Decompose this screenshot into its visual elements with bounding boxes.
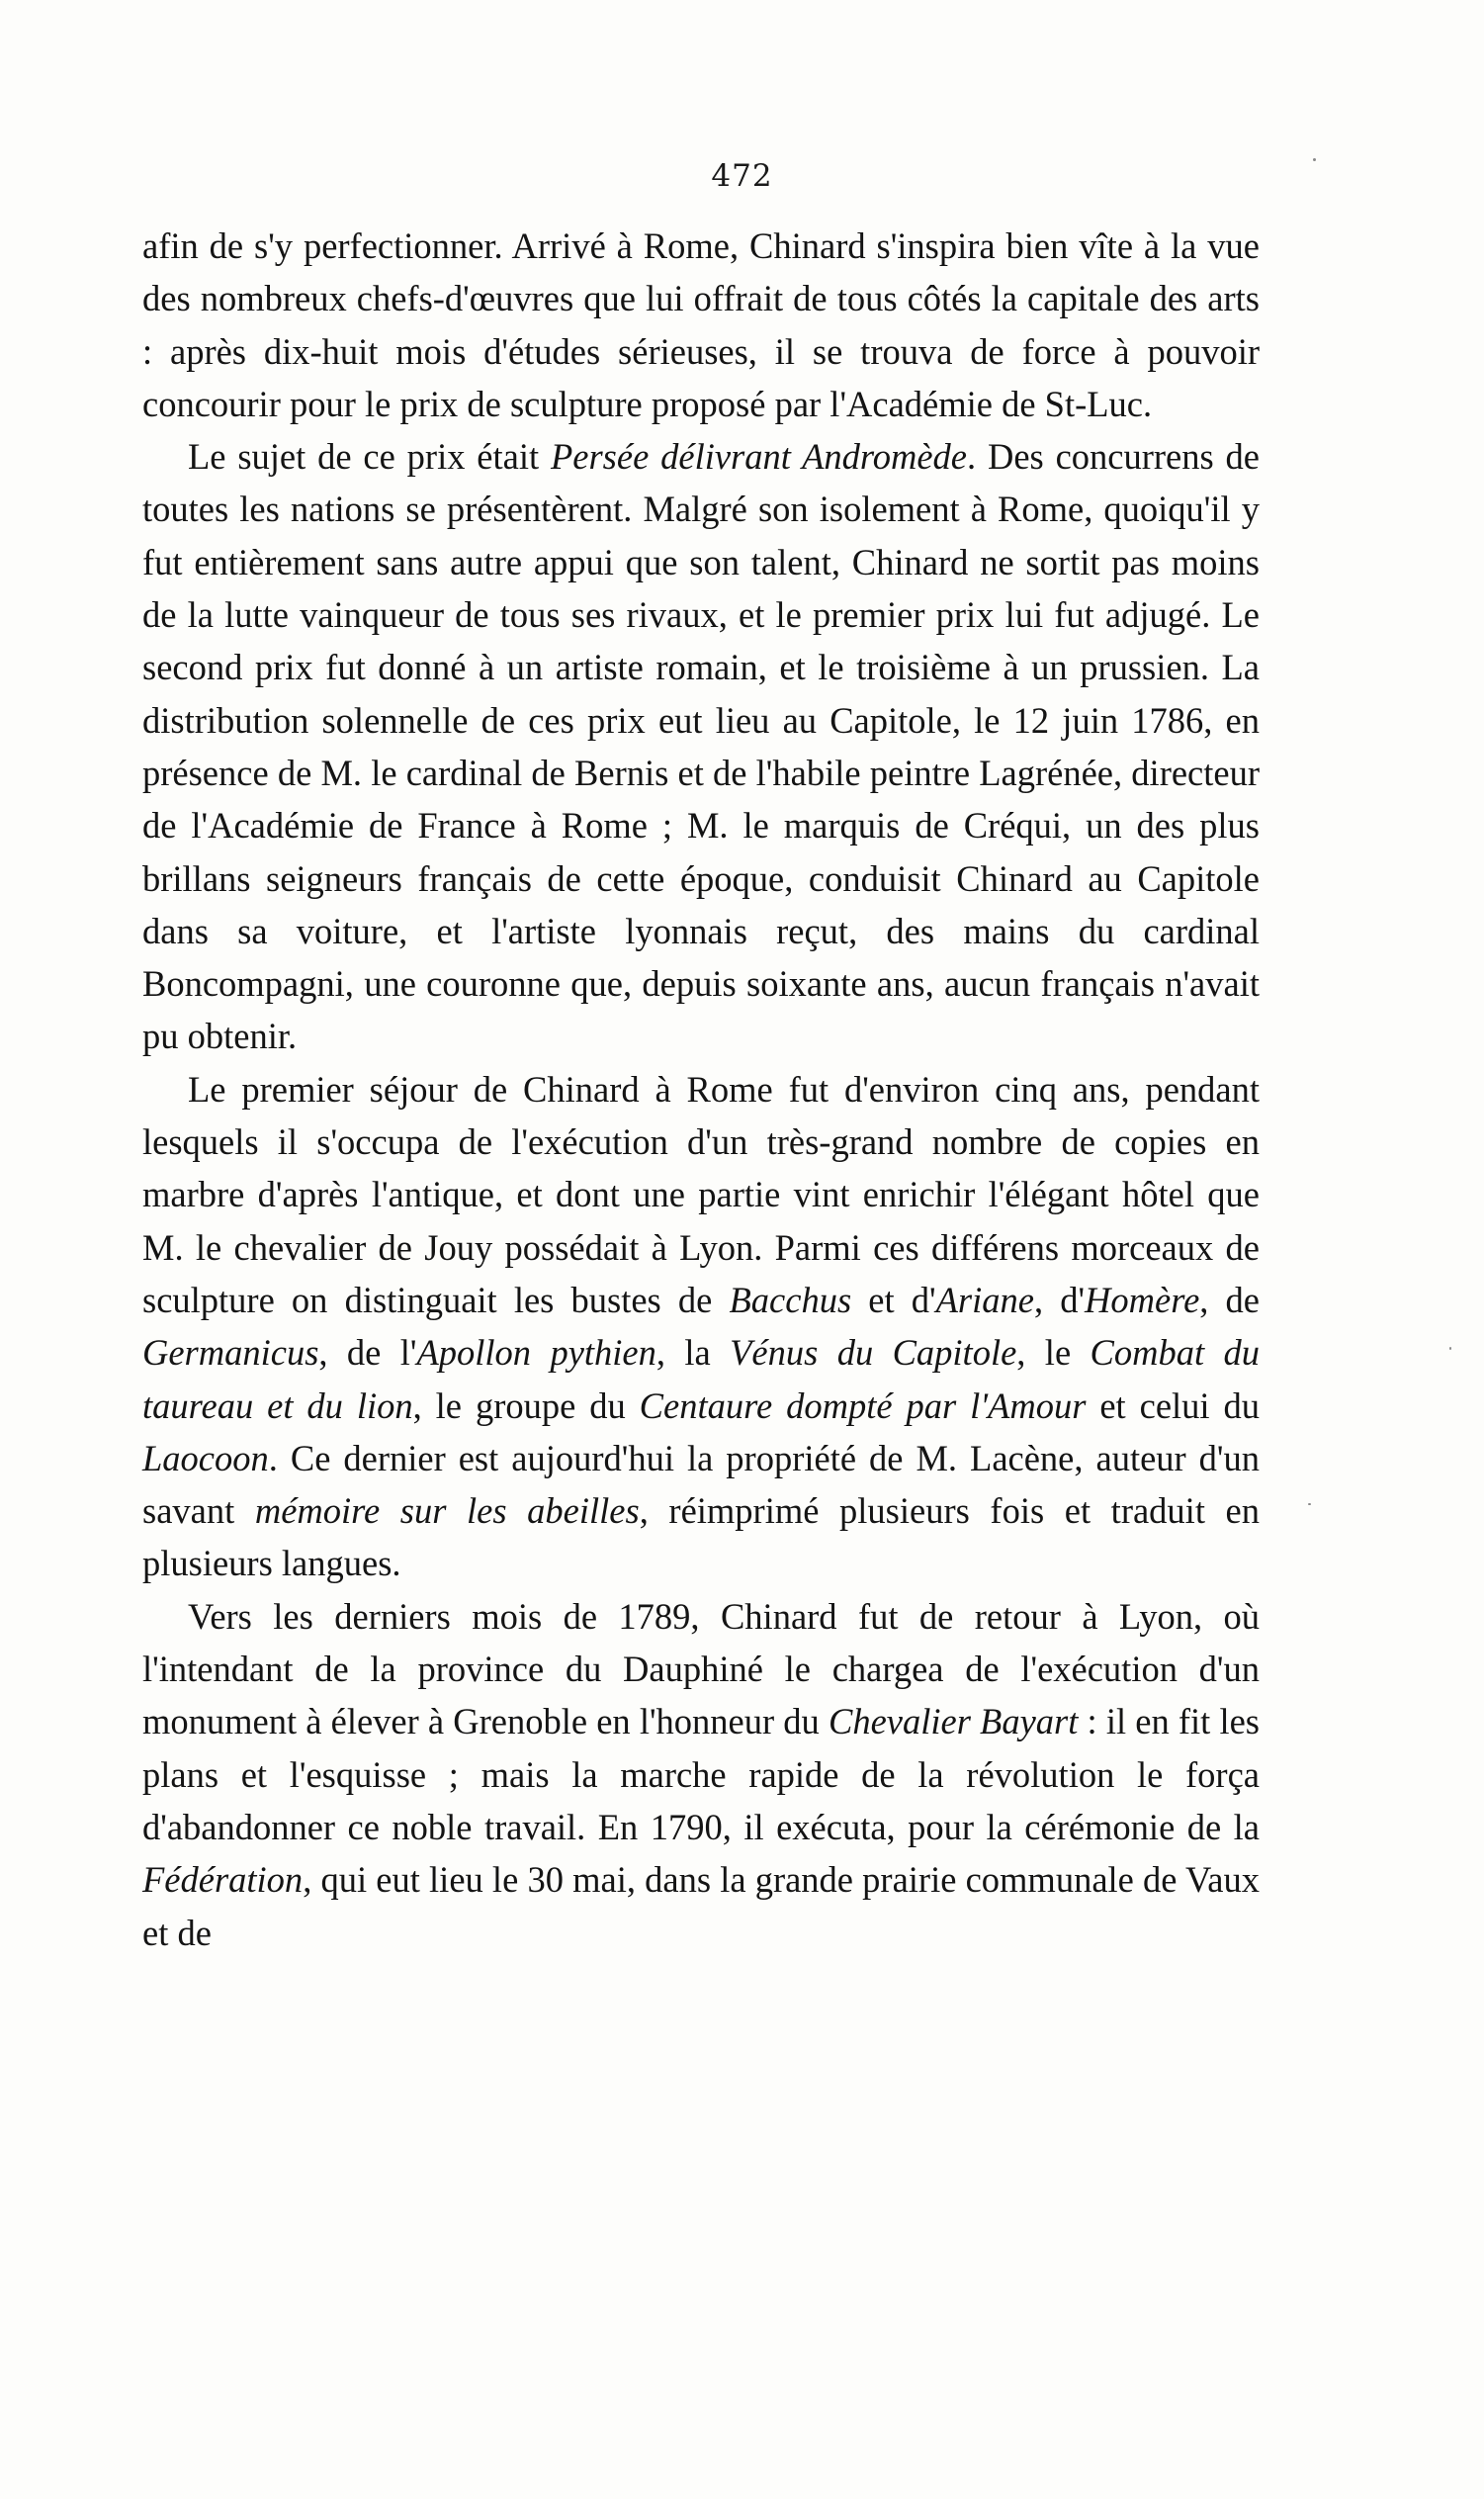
paragraph-p3 — [142, 1063, 1260, 1590]
text-segment: Vers les derniers mois de 1789, Chinard fut de retour à Lyon, où l'intendant de la province du Dauphiné le chargea de l'exécution d'un monument à élever à Grenoble en l'honneur du — [142, 1595, 1260, 1742]
text-segment: , de — [1199, 1279, 1260, 1320]
paragraph-p1 — [142, 220, 1260, 430]
paper-speck — [1449, 1347, 1451, 1350]
text-segment: , réimprimé plusieurs fois et traduit en plusieurs langues. — [142, 1490, 1261, 1584]
italic-text: Vénus du Capitole — [730, 1332, 1017, 1374]
text-segment: . Ce dernier est aujourd'hui la propriété de M. Lacène, auteur d'un savant — [142, 1437, 1260, 1532]
page-number: 472 — [711, 158, 773, 194]
italic-text: Ariane — [935, 1279, 1034, 1320]
italic-text: Chevalier Bayart — [828, 1701, 1079, 1742]
text-segment: afin de s'y perfectionner. Arrivé à Rome, Chinard s'inspira bien vîte à la vue des nombreux chefs-d'œuvres que lui offrait de tous côtés la capitale des arts : après dix-huit mois d'études sérieuses, il se trouva de force à pouvoir concourir pour le prix de sculpture proposé par l'Académie de St-Luc. — [142, 225, 1260, 424]
italic-text: Persée délivrant Andromède — [550, 436, 967, 478]
paragraph-p2 — [142, 430, 1260, 1063]
text-segment: . Des concurrens de toutes les nations se présentèrent. Malgré son isolement à Rome, quoiqu'il y fut entièrement sans autre appui que son talent, Chinard ne sortit pas moins de la lutte vainqueur de tous ses rivaux, et le premier prix lui fut adjugé. Le second prix fut donné à un artiste romain, et le troisième à un prussien. La distribution solennelle de ces prix eut lieu au Capitole, le 12 juin 1786, en présence de M. le cardinal de Bernis et de l'habile peintre Lagrénée, directeur de l'Académie de France à Rome ; M. le marquis de Créqui, un des plus brillans seigneurs français de cette époque, conduisit Chinard au Capitole dans sa voiture, et l'artiste lyonnais reçut, des mains du cardinal Boncompagni, une couronne que, depuis soixante ans, aucun français n'avait pu obtenir. — [142, 436, 1260, 1057]
italic-text: Combat du taureau et du lion — [142, 1332, 1261, 1426]
text-segment: , qui eut lieu le 30 mai, dans la grande prairie communale de Vaux et de — [142, 1859, 1260, 1953]
paragraph-p4 — [142, 1590, 1260, 1959]
text-segment: et celui du — [1086, 1384, 1260, 1426]
italic-text: Centaure dompté par l'Amour — [639, 1384, 1087, 1426]
text-segment: , le groupe du — [412, 1384, 640, 1426]
text-segment: , le — [1016, 1332, 1091, 1374]
text-segment: , la — [655, 1332, 731, 1374]
text-segment: Le sujet de ce prix était — [188, 436, 551, 478]
text-segment: : il en fit les plans et l'esquisse ; mais la marche rapide de la révolution le força d'abandonner ce noble travail. En 1790, il exécuta, pour la cérémonie de la — [142, 1701, 1261, 1847]
italic-text: Laocoon — [142, 1437, 269, 1478]
italic-text: Apollon pythien — [416, 1332, 656, 1374]
italic-text: Bacchus — [729, 1279, 852, 1320]
italic-text: Homère — [1085, 1279, 1200, 1320]
body-text — [142, 220, 1260, 1959]
italic-text: Germanicus — [142, 1332, 319, 1374]
italic-text: mémoire sur les abeilles — [254, 1490, 640, 1532]
text-segment: , de l' — [318, 1332, 417, 1374]
italic-text: Fédération — [142, 1859, 304, 1901]
text-segment: , d' — [1033, 1279, 1086, 1320]
text-segment: et d' — [851, 1279, 936, 1320]
text-segment: Le premier séjour de Chinard à Rome fut d'environ cinq ans, pendant lesquels il s'occupa de l'exécution d'un très-grand nombre de copies en marbre d'après l'antique, et dont une partie vint enrichir l'élégant hôtel que M. le chevalier de Jouy possédait à Lyon. Parmi ces différens morceaux de sculpture on distinguait les bustes de — [142, 1068, 1260, 1320]
paper-speck — [1308, 1503, 1311, 1505]
